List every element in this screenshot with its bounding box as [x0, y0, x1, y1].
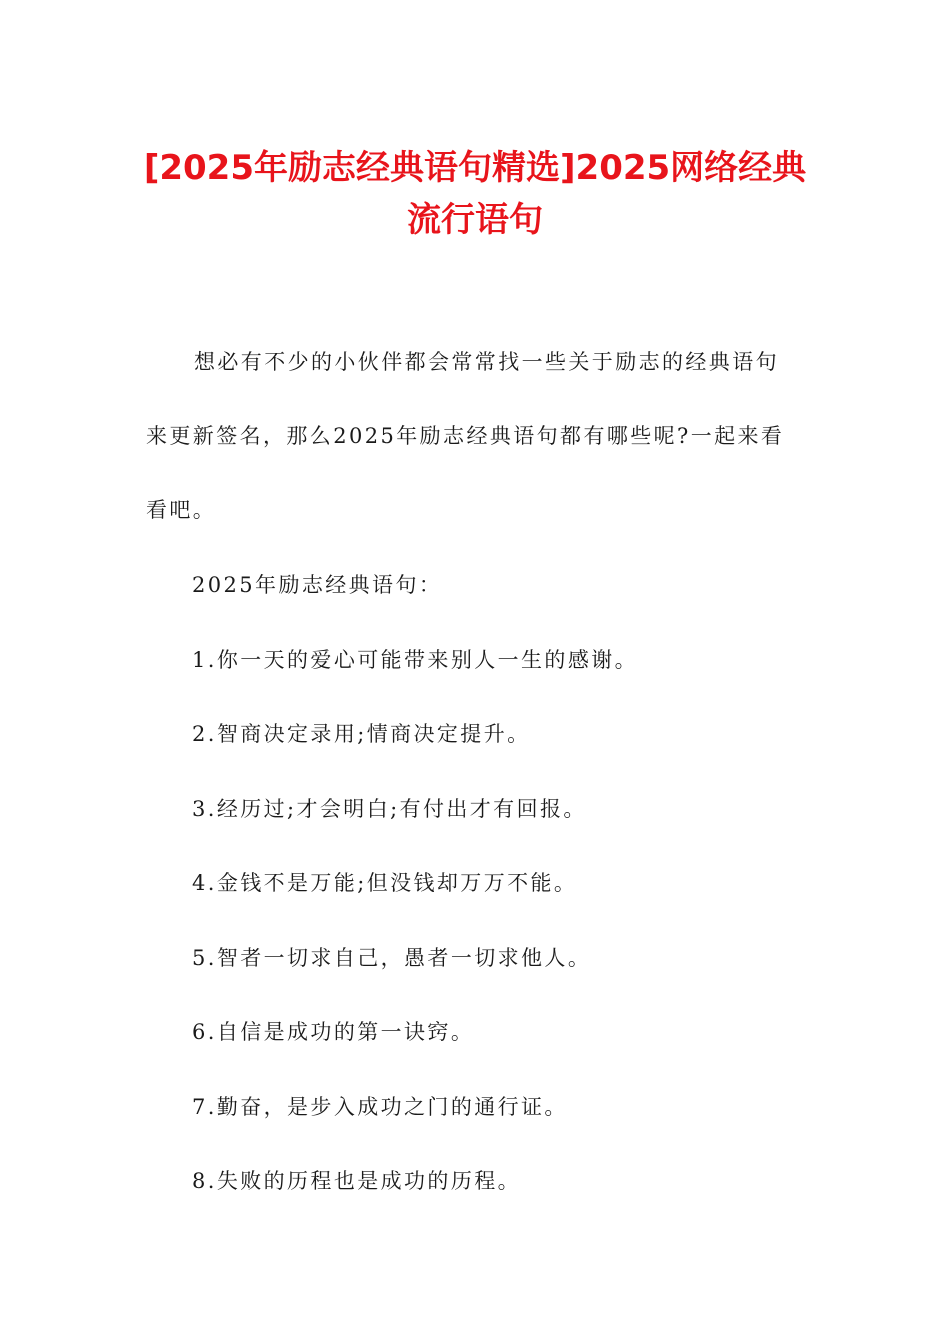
document-title	[120, 142, 830, 246]
quote-item-5: 5.智者一切求自己，愚者一切求他人。	[192, 945, 592, 970]
title-line-1: [2025年励志经典语句精选]2025网络经典	[143, 148, 807, 188]
quotes-list	[192, 548, 812, 1219]
quote-item-8: 8.失败的历程也是成功的历程。	[192, 1169, 522, 1193]
intro-line-2: 来更新签名，那么2025年励志经典语句都有哪些呢?一起来看	[146, 424, 785, 448]
intro-line-1: 想必有不少的小伙伴都会常常找一些关于励志的经典语句	[194, 350, 779, 374]
quote-item-3: 3.经历过;才会明白;有付出才有回报。	[192, 796, 587, 821]
quote-item-1: 1.你一天的爱心可能带来别人一生的感谢。	[192, 647, 639, 672]
quote-item-2: 2.智商决定录用;情商决定提升。	[192, 722, 531, 746]
section-heading: 2025年励志经典语句：	[192, 573, 443, 597]
intro-line-3: 看吧。	[146, 498, 217, 522]
quote-item-6: 6.自信是成功的第一诀窍。	[192, 1020, 475, 1044]
quote-item-4: 4.金钱不是万能;但没钱却万万不能。	[192, 871, 578, 895]
quote-item-7: 7.勤奋，是步入成功之门的通行证。	[192, 1094, 568, 1119]
intro-paragraph	[146, 325, 806, 547]
title-line-2: 流行语句	[407, 200, 543, 240]
